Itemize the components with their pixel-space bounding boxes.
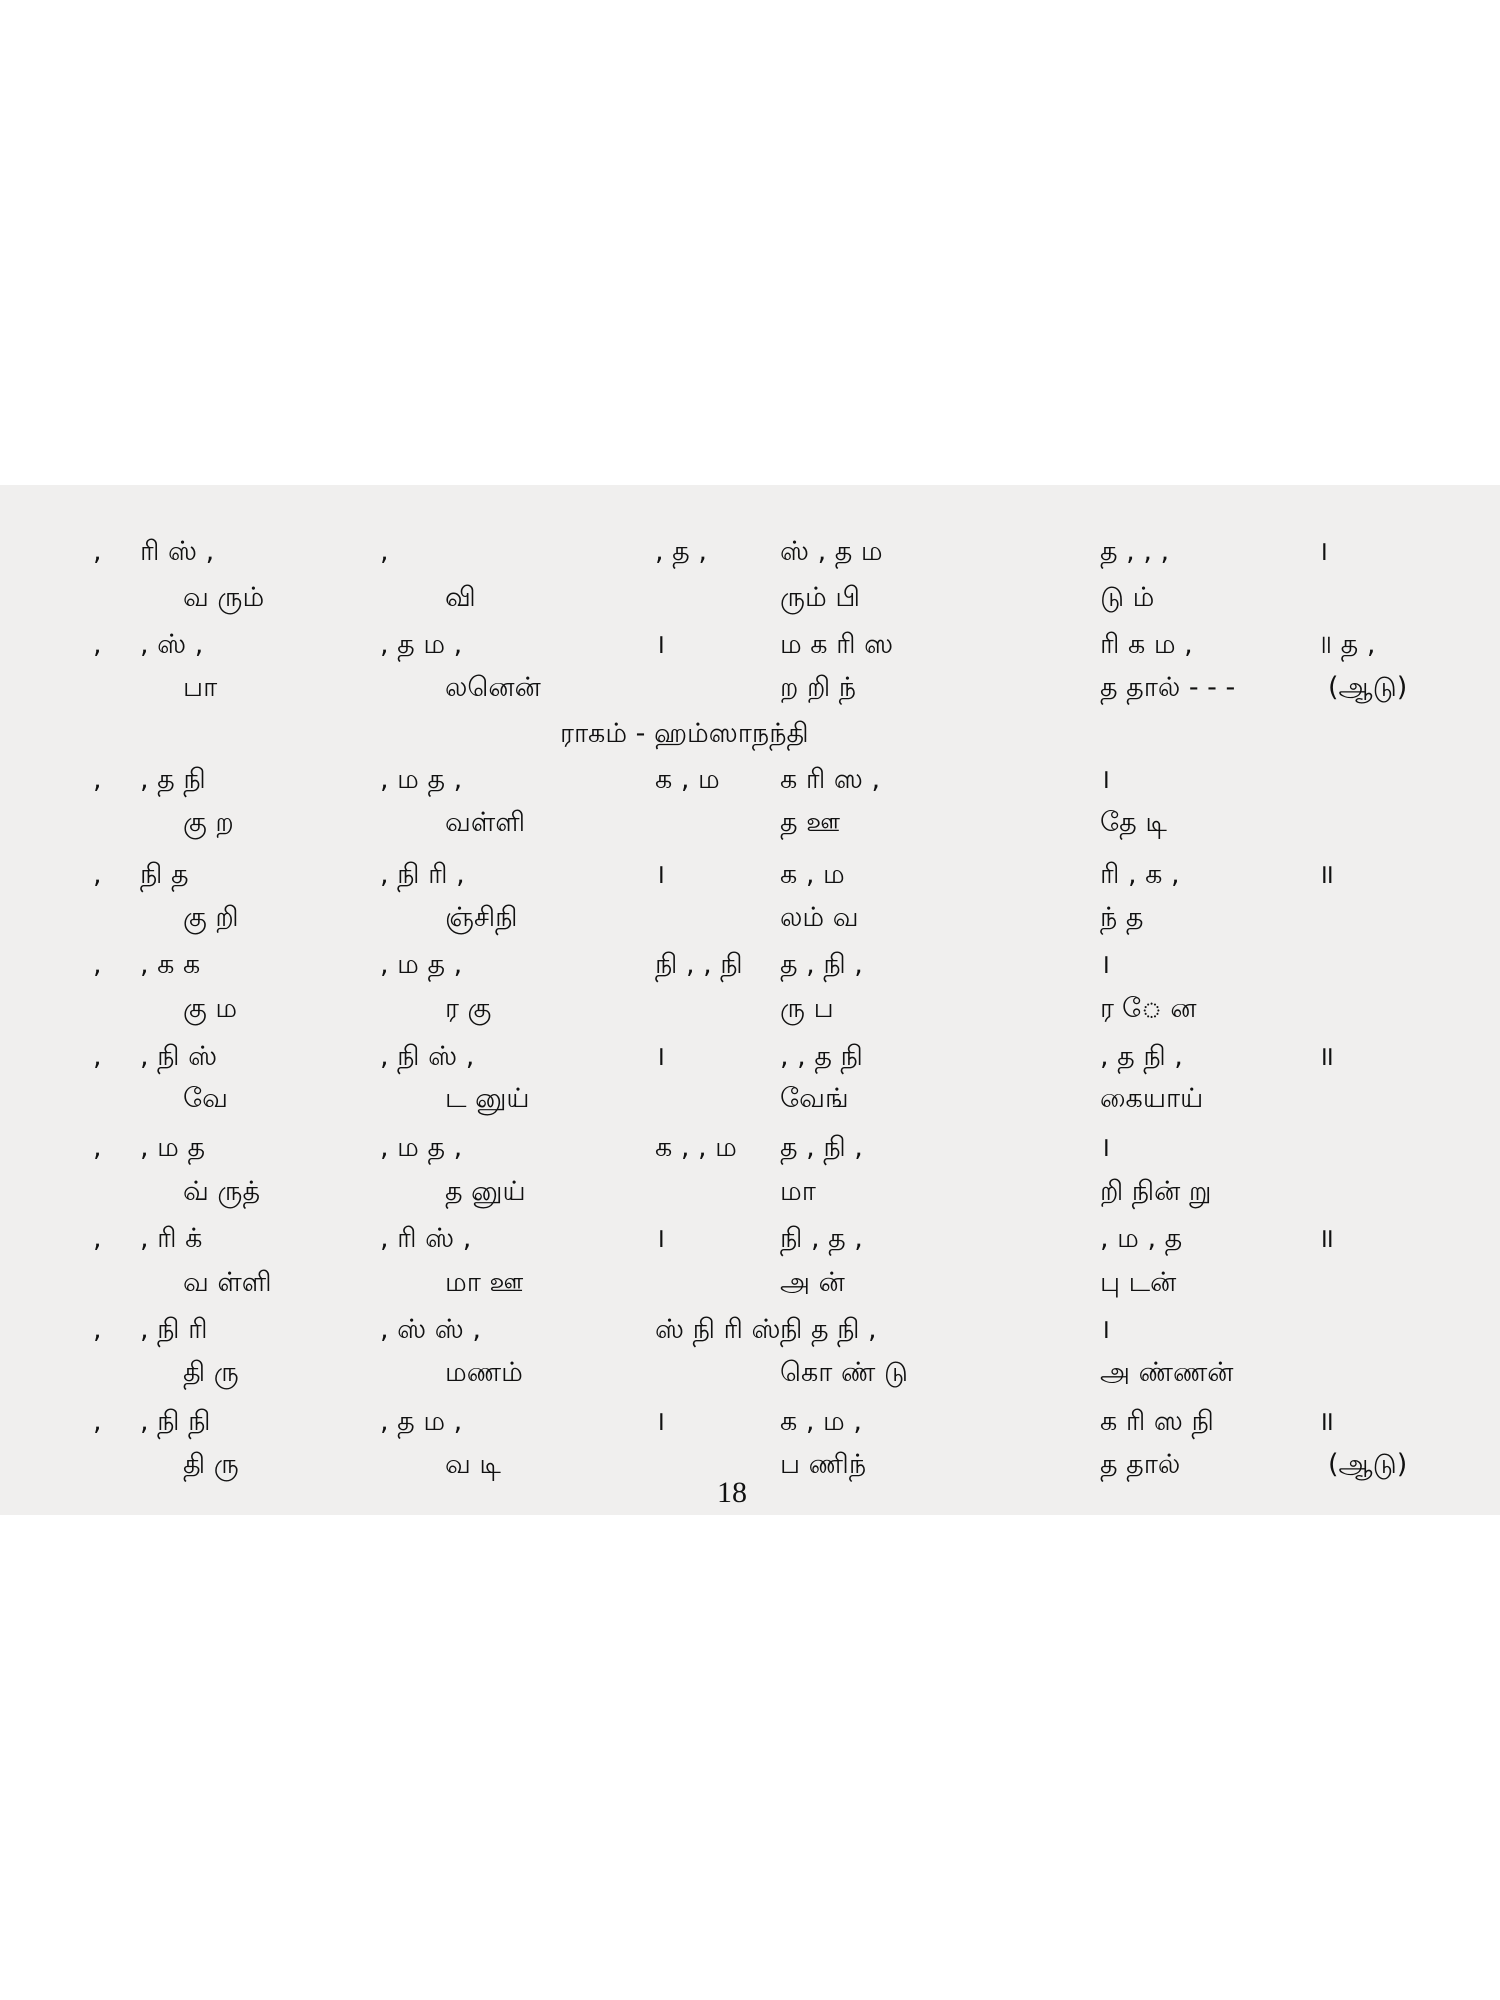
sahitya-cell: தி ரு	[183, 1449, 239, 1480]
sahitya-cell: பா	[183, 672, 218, 703]
sahitya-cell: ந் த	[1100, 902, 1144, 933]
sahitya-cell: வ ரும்	[183, 582, 265, 613]
swara-cell: க , ம ,	[780, 1406, 862, 1437]
swara-cell: ஸ் , த ம	[780, 536, 883, 567]
swara-cell: ரி , க ,	[1100, 859, 1180, 890]
sahitya-cell: லனென்	[445, 672, 541, 703]
sahitya-cell: வி	[445, 582, 476, 613]
swara-cell: ரி ஸ் ,	[140, 536, 215, 567]
swara-cell: , ம த ,	[380, 764, 463, 795]
sahitya-cell: வ டி	[445, 1449, 501, 1480]
swara-cell: நி த நி ,	[780, 1314, 877, 1345]
swara-cell: க , , ம	[655, 1132, 737, 1163]
sahitya-cell: அ ண்ணன்	[1100, 1357, 1234, 1388]
swara-cell: க , ம	[780, 859, 845, 890]
sahitya-cell: ஞ்சிநி	[445, 902, 518, 933]
sahitya-cell: றி நின் று	[1100, 1176, 1212, 1207]
swara-cell: ॥ த ,	[1318, 629, 1376, 660]
swara-cell: , நி ஸ்	[140, 1041, 218, 1072]
swara-cell: , த ,	[655, 536, 707, 567]
swara-cell: ॥	[1318, 1223, 1335, 1254]
sahitya-cell: ட னுய்	[445, 1083, 530, 1114]
swara-cell: ।	[655, 1406, 666, 1437]
swara-cell: ,	[93, 1406, 111, 1437]
sahitya-cell: ப ணிந்	[780, 1449, 867, 1480]
swara-cell: ।	[655, 1041, 666, 1072]
raga-title: ராகம் - ஹம்ஸாநந்தி	[560, 718, 809, 749]
sahitya-cell: வள்ளி	[445, 807, 526, 838]
sahitya-cell: டு ம்	[1100, 582, 1155, 613]
sahitya-cell: மா	[780, 1176, 816, 1207]
swara-cell: ॥	[1318, 859, 1335, 890]
swara-cell: ,	[93, 1132, 111, 1163]
swara-cell: , நி ஸ் ,	[380, 1041, 475, 1072]
sahitya-cell: த தால்	[1100, 1449, 1181, 1480]
swara-cell: , ம த ,	[380, 949, 463, 980]
swara-cell: ॥	[1318, 1406, 1335, 1437]
swara-cell: க ரி ஸ ,	[780, 764, 881, 795]
sahitya-cell: அ ன்	[780, 1267, 845, 1298]
swara-cell: ,	[380, 536, 398, 567]
swara-cell: , க க	[140, 949, 201, 980]
swara-cell: , நி ரி ,	[380, 859, 465, 890]
swara-cell: , ம த	[140, 1132, 206, 1163]
swara-cell: ரி க ம ,	[1100, 629, 1193, 660]
sahitya-cell: கு ற	[183, 807, 234, 838]
swara-cell: ,	[93, 536, 111, 567]
sahitya-cell: கு ம	[183, 993, 238, 1024]
sahitya-cell: ரும் பி	[780, 582, 860, 613]
sahitya-cell: வேங்	[780, 1083, 849, 1114]
swara-cell: நி த	[140, 859, 189, 890]
swara-cell: ।	[1100, 949, 1111, 980]
swara-cell: , ஸ் ஸ் ,	[380, 1314, 481, 1345]
sahitya-cell: ற றி ந்	[780, 672, 857, 703]
sahitya-cell: வ ள்ளி	[183, 1267, 272, 1298]
sahitya-cell: ரு ப	[780, 993, 834, 1024]
swara-cell: ,	[93, 629, 111, 660]
swara-cell: , த ம ,	[380, 629, 463, 660]
swara-cell: க , ம	[655, 764, 720, 795]
swara-cell: ।	[1100, 1132, 1111, 1163]
swara-cell: க ரி ஸ நி	[1100, 1406, 1214, 1437]
sahitya-cell: கையாய்	[1100, 1083, 1204, 1114]
swara-cell: , ரி க்	[140, 1223, 203, 1254]
swara-cell: ॥	[1318, 1041, 1335, 1072]
sahitya-cell: கு றி	[183, 902, 239, 933]
swara-cell: த , நி ,	[780, 949, 863, 980]
swara-cell: , த ம ,	[380, 1406, 463, 1437]
swara-cell: , த நி	[140, 764, 206, 795]
sahitya-cell: வ் ருத்	[183, 1176, 261, 1207]
swara-cell: ।	[655, 1223, 666, 1254]
swara-cell: , நி நி	[140, 1406, 211, 1437]
swara-cell: , ரி ஸ் ,	[380, 1223, 472, 1254]
sahitya-cell: லம் வ	[780, 902, 859, 933]
sahitya-cell: கொ ண் டு	[780, 1357, 909, 1388]
page-number: 18	[717, 1476, 747, 1509]
swara-cell: , , த நி	[780, 1041, 863, 1072]
swara-cell: ।	[655, 629, 666, 660]
sahitya-cell: தி ரு	[183, 1357, 239, 1388]
sahitya-cell: வே	[183, 1083, 229, 1114]
swara-cell: ।	[1318, 536, 1329, 567]
sahitya-cell: (ஆடு)	[1328, 1449, 1408, 1480]
swara-cell: ।	[655, 859, 666, 890]
swara-cell: ஸ் நி ரி ஸ்	[655, 1314, 781, 1345]
swara-cell: த , நி ,	[780, 1132, 863, 1163]
swara-cell: , நி ரி	[140, 1314, 208, 1345]
swara-cell: நி , த ,	[780, 1223, 863, 1254]
swara-cell: ,	[93, 1041, 111, 1072]
sahitya-cell: ர ே ன	[1100, 993, 1197, 1024]
sahitya-cell: பு டன்	[1100, 1267, 1177, 1298]
swara-cell: ।	[1100, 1314, 1111, 1345]
sahitya-cell: மணம்	[445, 1357, 523, 1388]
swara-cell: ம க ரி ஸ	[780, 629, 894, 660]
sahitya-cell: த தால் - - -	[1100, 672, 1236, 703]
swara-cell: த , , ,	[1100, 536, 1170, 567]
sahitya-cell: தே டி	[1100, 807, 1167, 838]
sahitya-cell: (ஆடு)	[1328, 672, 1408, 703]
swara-cell: ,	[93, 764, 111, 795]
swara-cell: ,	[93, 949, 111, 980]
sahitya-cell: த னுய்	[445, 1176, 526, 1207]
swara-cell: ,	[93, 1314, 111, 1345]
swara-cell: நி , , நி	[655, 949, 743, 980]
swara-cell: ।	[1100, 764, 1111, 795]
swara-cell: ,	[93, 859, 111, 890]
swara-cell: ,	[93, 1223, 111, 1254]
swara-cell: , ம , த	[1100, 1223, 1183, 1254]
sahitya-cell: ர கு	[445, 993, 492, 1024]
sahitya-cell: த ஊ	[780, 807, 841, 838]
swara-cell: , ஸ் ,	[140, 629, 204, 660]
swara-cell: , த நி ,	[1100, 1041, 1183, 1072]
sahitya-cell: மா ஊ	[445, 1267, 524, 1298]
swara-cell: , ம த ,	[380, 1132, 463, 1163]
